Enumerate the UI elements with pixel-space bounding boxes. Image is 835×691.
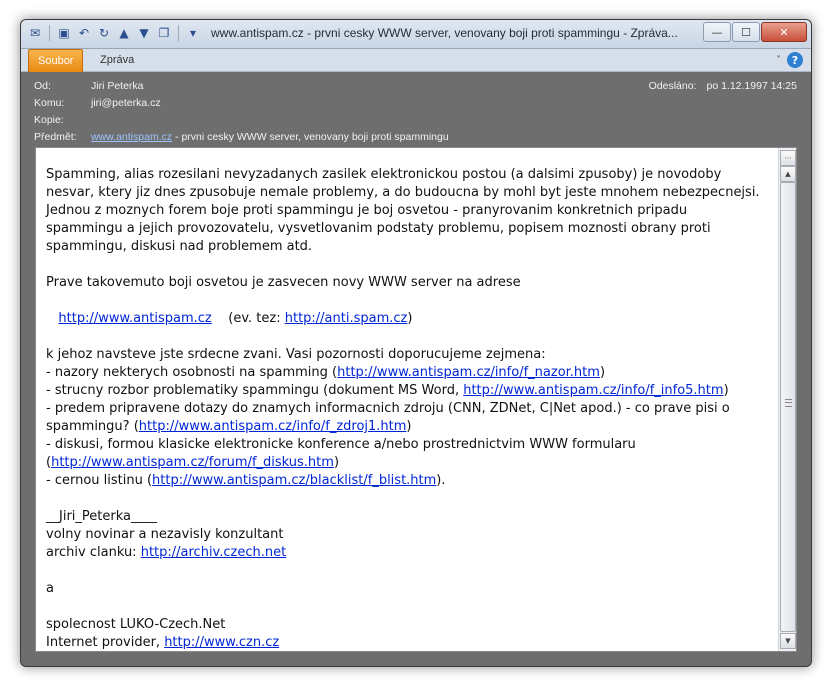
- list-item-end: ): [723, 383, 729, 398]
- redo-icon[interactable]: ↻: [98, 26, 110, 40]
- window-title: www.antispam.cz - prvni cesky WWW server, venovany boji proti spammingu - Zpráva...: [211, 26, 678, 40]
- list-item-end: ): [406, 419, 412, 434]
- vertical-scrollbar[interactable]: [778, 148, 796, 651]
- link-archiv[interactable]: http://archiv.czech.net: [140, 545, 287, 560]
- link-diskus[interactable]: http://www.antispam.cz/forum/f_diskus.htm: [51, 455, 334, 470]
- help-icon[interactable]: ?: [787, 52, 803, 68]
- from-value[interactable]: Jiri Peterka: [91, 80, 144, 92]
- undo-icon[interactable]: ↶: [78, 26, 90, 40]
- close-button[interactable]: ✕: [761, 22, 807, 42]
- close-paren: ): [407, 311, 413, 326]
- mail-icon[interactable]: ✉: [29, 26, 41, 40]
- ribbon-right-controls: [776, 52, 803, 68]
- signature-archive-label: archiv clanku:: [46, 545, 141, 560]
- up-arrow-icon[interactable]: ▲: [119, 26, 129, 40]
- scroll-options-icon[interactable]: ⋯: [780, 150, 796, 166]
- window-controls: [703, 22, 807, 42]
- scroll-thumb[interactable]: [780, 182, 796, 632]
- subject-text: - prvni cesky WWW server, venovany boji proti spammingu: [172, 131, 449, 143]
- copy-icon[interactable]: ❐: [158, 26, 170, 40]
- list-item: - cernou listinu (: [46, 473, 153, 488]
- link-blist[interactable]: http://www.antispam.cz/blacklist/f_blist.htm: [152, 473, 437, 488]
- signature-company: spolecnost LUKO-Czech.Net: [46, 617, 226, 632]
- sent-value: po 1.12.1997 14:25: [706, 80, 797, 92]
- paragraph: Prave takovemuto boji osvetou je zasvecen novy WWW server na adrese: [46, 275, 521, 290]
- sent-info: [649, 80, 797, 92]
- scroll-down-button[interactable]: ▼: [780, 633, 796, 649]
- tab-soubor[interactable]: Soubor: [28, 49, 83, 72]
- tab-zprava[interactable]: Zpráva: [100, 54, 135, 66]
- also-text: (ev. tez:: [211, 311, 285, 326]
- link-antispam[interactable]: http://www.antispam.cz: [58, 311, 212, 326]
- list-item-end: ): [599, 365, 606, 380]
- signature-role: volny novinar a nezavisly konzultant: [46, 527, 284, 542]
- signature-and: a: [46, 581, 54, 596]
- message-window: [20, 19, 812, 667]
- message-text: [46, 166, 762, 652]
- link-anti-spam[interactable]: http://anti.spam.cz: [284, 311, 408, 326]
- ribbon: [21, 49, 811, 72]
- down-arrow-icon[interactable]: ▼: [139, 26, 149, 40]
- subject-value: [91, 131, 449, 143]
- link-zdroj1[interactable]: http://www.antispam.cz/info/f_zdroj1.htm: [138, 419, 407, 434]
- list-item: - predem pripravene dotazy do znamych informacnich zdroju (CNN, ZDNet, C|Net apod.) - co prave pisi o spammingu? (: [46, 401, 734, 434]
- signature-name: __Jiri_Peterka____: [46, 509, 157, 524]
- message-header: [21, 72, 811, 146]
- signature-provider-label: Internet provider,: [46, 635, 165, 650]
- list-item: - strucny rozbor problematiky spammingu (dokument MS Word,: [46, 383, 464, 398]
- sent-label: Odesláno:: [648, 80, 697, 92]
- quick-access-toolbar: [27, 25, 201, 41]
- to-value[interactable]: jiri@peterka.cz: [91, 97, 161, 109]
- link-info5[interactable]: http://www.antispam.cz/info/f_info5.htm: [463, 383, 724, 398]
- scroll-up-button[interactable]: ▲: [780, 166, 796, 182]
- list-item-end: ).: [436, 473, 446, 488]
- maximize-button[interactable]: ☐: [732, 22, 760, 42]
- link-nazor[interactable]: http://www.antispam.cz/info/f_nazor.htm: [337, 365, 600, 380]
- paragraph: k jehoz navsteve jste srdecne zvani. Vasi pozornosti doporucujeme zejmena:: [46, 347, 546, 362]
- minimize-button[interactable]: —: [703, 22, 731, 42]
- grip-icon: [785, 399, 792, 407]
- paragraph: Spamming, alias rozesilani nevyzadanych zasilek elektronickou postou (a dalsimi zpusoby) je novodoby nesvar, ktery jiz dnes zpusobuje nemale problemy, a do budoucna by mohl byt jeste mnohem nebezpecnejsi. Jednou z moznych forem boje proti spammingu je boj osvetou - pranyrovanim konkretnich pripadu spammingu a jejich provozovatelu, vysvetlovanim podstaty problemu, popisem moznosti obrany proti spammingu, diskusi nad problemem atd.: [46, 167, 764, 254]
- toolbar-separator: [178, 25, 179, 41]
- list-item: - nazory nekterych osobnosti na spamming (: [46, 365, 338, 380]
- toolbar-separator: [49, 25, 50, 41]
- message-body[interactable]: [35, 147, 797, 652]
- list-item-end: ): [333, 455, 340, 470]
- title-bar[interactable]: [21, 20, 811, 49]
- subject-link[interactable]: www.antispam.cz: [91, 131, 173, 143]
- link-czn[interactable]: http://www.czn.cz: [164, 635, 280, 650]
- customize-icon[interactable]: ▾: [189, 26, 197, 40]
- subject-label: Předmět:: [34, 131, 77, 143]
- from-label: Od:: [34, 80, 51, 92]
- cc-label: Kopie:: [34, 114, 64, 126]
- save-icon[interactable]: ▣: [58, 26, 70, 40]
- chevron-down-icon[interactable]: ˅: [776, 54, 781, 66]
- to-label: Komu:: [34, 97, 65, 109]
- list-item: - diskusi, formou klasicke elektronicke konference a/nebo prostrednictvim WWW formularu (: [46, 437, 640, 470]
